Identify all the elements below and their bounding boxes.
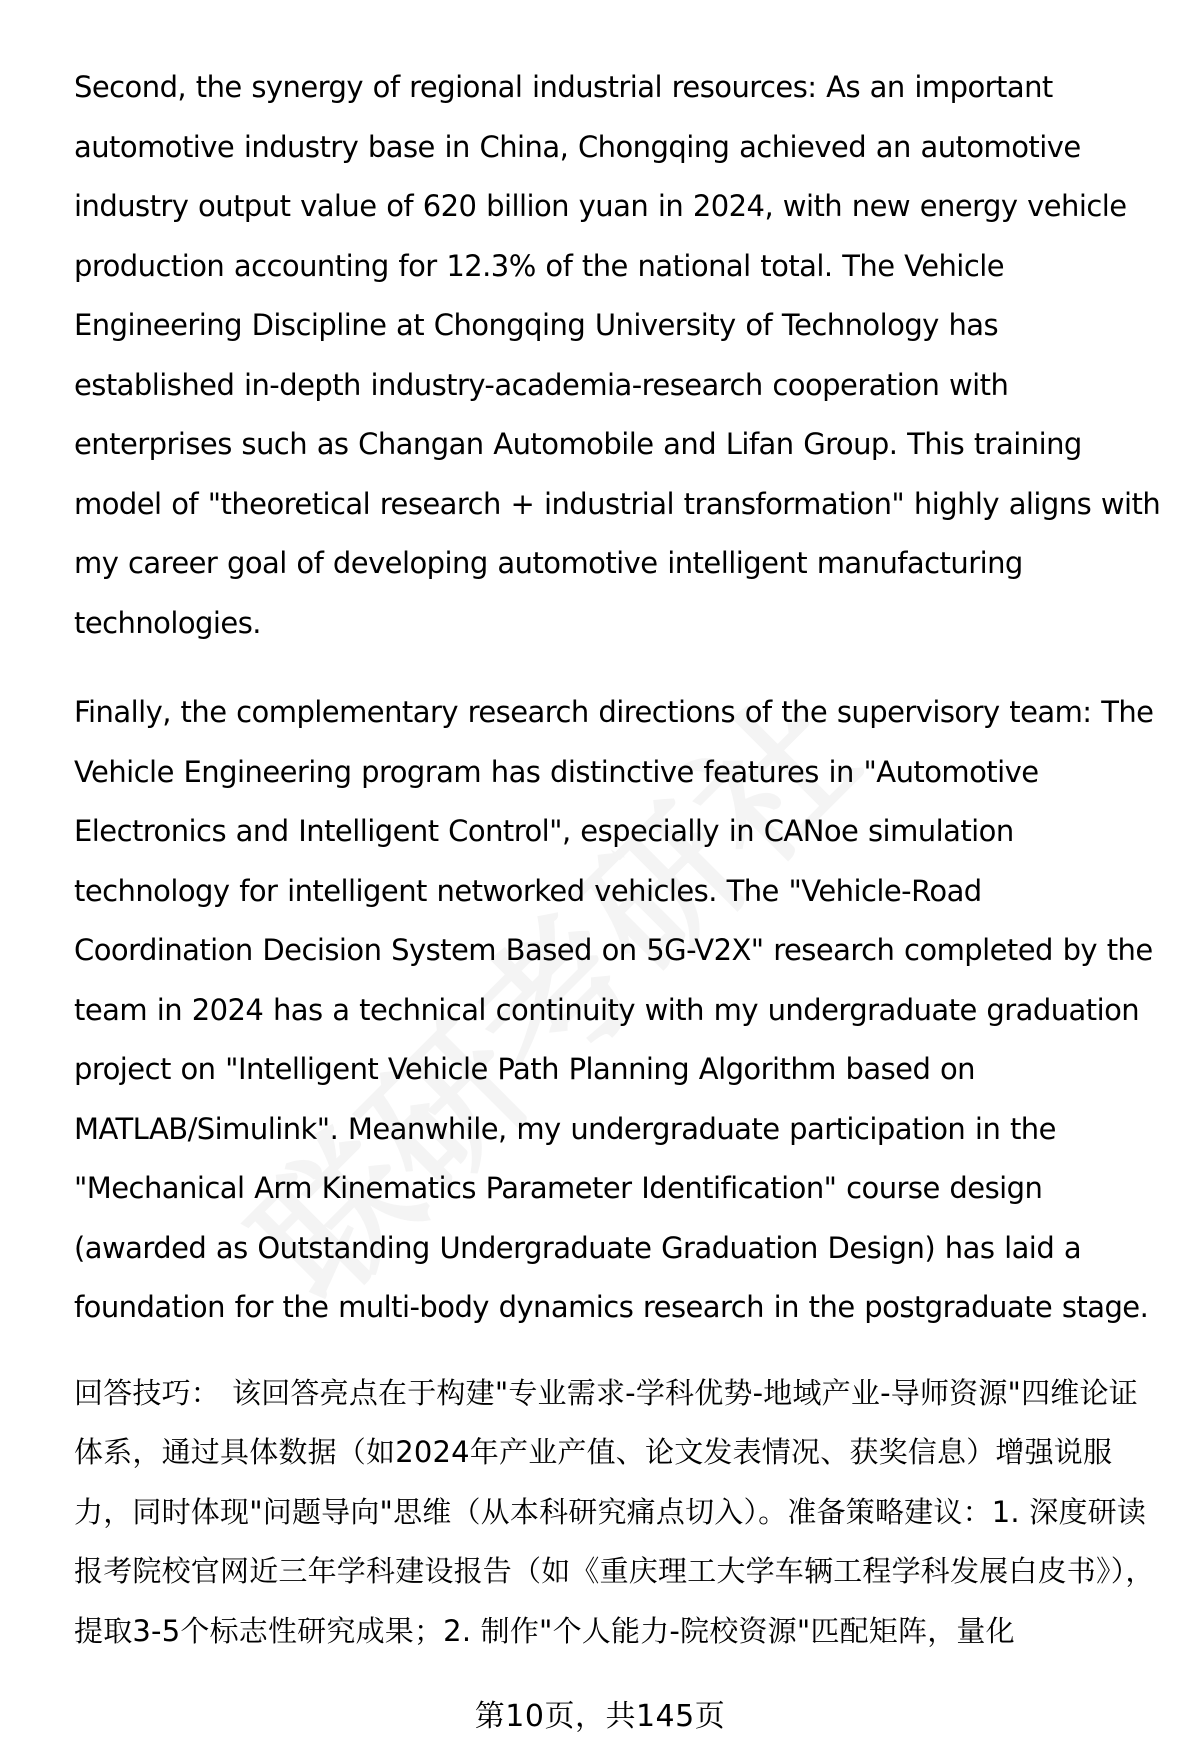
page-number: 第10页，共145页	[474, 1699, 726, 1734]
page-content	[74, 58, 1164, 1661]
answer-tips	[74, 1364, 1166, 1662]
paragraph-regional-industry: Second, the synergy of regional industrial resources: As an important automotive industry base in China, Chongqing achieved an automotive industry output value of 620 billion yuan in 2024, with new energy vehicle production accounting for 12.3% of the national total. The Vehicle Engineering Discipline at Chongqing University of Technology has established in-depth industry-academia-research cooperation with enterprises such as Changan Automobile and Lifan Group. This training model of "theoretical research + industrial transformation" highly aligns with my career goal of developing automotive intelligent manufacturing technologies.	[74, 70, 1161, 640]
answer-tips-label: 回答技巧：	[74, 1375, 221, 1410]
answer-tips-text: 该回答亮点在于构建"专业需求-学科优势-地域产业-导师资源"四维论证体系，通过具体数据（如2024年产业产值、论文发表情况、获奖信息）增强说服力，同时体现"问题导向"思维（从本科研究痛点切入）。准备策略建议：1. 深度研读报考院校官网近三年学科建设报告（如《重庆理工大学车辆工程学科发展白皮书》），提取3-5个标志性研究成果；2. 制作"个人能力-院校资源"匹配矩阵，量化	[74, 1375, 1155, 1648]
paragraph-supervisory-team: Finally, the complementary research directions of the supervisory team: The Vehicle Engineering program has distinctive features in "Automotive Electronics and Intelligent Control", especially in CANoe simulation technology for intelligent networked vehicles. The "Vehicle-Road Coordination Decision System Based on 5G-V2X" research completed by the team in 2024 has a technical continuity with my undergraduate graduation project on "Intelligent Vehicle Path Planning Algorithm based on MATLAB/Simulink". Meanwhile, my undergraduate participation in the "Mechanical Arm Kinematics Parameter Identification" course design (awarded as Outstanding Undergraduate Graduation Design) has laid a foundation for the multi-body dynamics research in the postgraduate stage.	[74, 695, 1154, 1324]
